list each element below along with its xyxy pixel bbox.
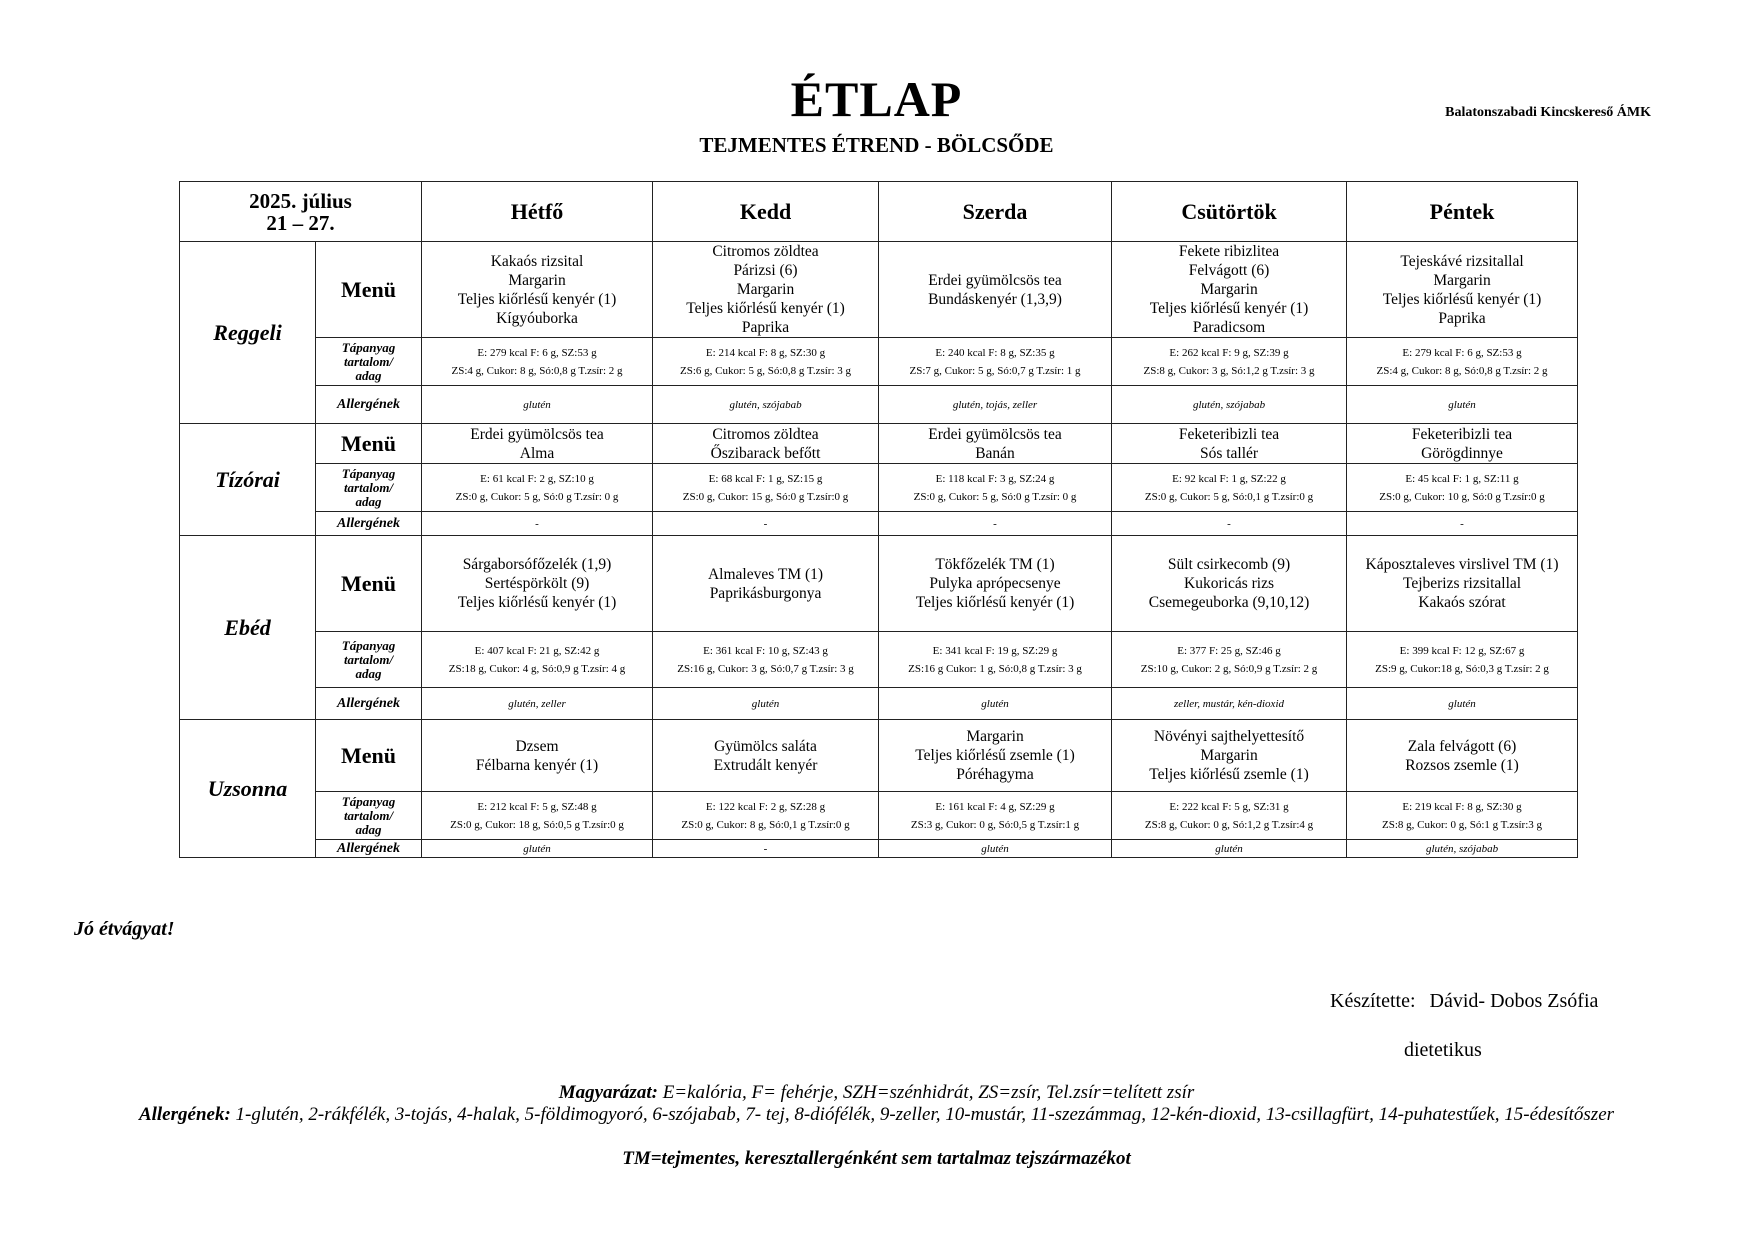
nutrition-line: ZS:7 g, Cukor: 5 g, Só:0,7 g T.zsír: 1 g: [909, 364, 1081, 377]
nutrition-cell-tuesday: [653, 792, 879, 840]
nutrition-cell-wednesday: [879, 632, 1112, 688]
allergens-cell-friday: -: [1347, 512, 1578, 536]
menu-cell-wednesday: [879, 536, 1112, 632]
menu-item: Almaleves TM (1): [707, 565, 824, 583]
menu-item: Citromos zöldtea: [712, 425, 819, 443]
nutrition-label: [316, 338, 422, 386]
author: [1330, 990, 1598, 1013]
menu-item: Erdei gyümölcsös tea: [928, 271, 1062, 289]
nutrition-label-line: adag: [355, 821, 382, 837]
date-line-2: 21 – 27.: [266, 210, 335, 235]
nutrition-line: E: 219 kcal F: 8 g, SZ:30 g: [1402, 800, 1522, 813]
menu-label: Menü: [316, 242, 422, 338]
nutrition-line: E: 118 kcal F: 3 g, SZ:24 g: [935, 472, 1055, 485]
nutrition-cell-monday: [422, 632, 653, 688]
nutrition-line: ZS:0 g, Cukor: 8 g, Só:0,1 g T.zsír:0 g: [681, 818, 850, 831]
nutrition-line: E: 407 kcal F: 21 g, SZ:42 g: [474, 644, 600, 657]
nutrition-line: ZS:0 g, Cukor: 18 g, Só:0,5 g T.zsír:0 g: [450, 818, 624, 831]
menu-cell-friday: [1347, 536, 1578, 632]
menu-cell-monday: [422, 536, 653, 632]
allergens-cell-friday: glutén: [1347, 688, 1578, 720]
nutrition-label-line: tartalom/: [343, 479, 394, 495]
menu-item: Alma: [519, 444, 555, 462]
meal-row-allergens: [180, 386, 1578, 424]
nutrition-cell-wednesday: [879, 338, 1112, 386]
menu-item: Margarin: [1200, 281, 1258, 298]
menu-item: Sós tallér: [1199, 444, 1259, 462]
nutrition-line: E: 92 kcal F: 1 g, SZ:22 g: [1172, 472, 1286, 485]
menu-item: Félbarna kenyér (1): [475, 756, 599, 774]
nutrition-line: ZS:0 g, Cukor: 15 g, Só:0 g T.zsír:0 g: [682, 490, 849, 503]
menu-item: Póréhagyma: [956, 766, 1034, 783]
menu-item: Kukoricás rizs: [1184, 575, 1274, 592]
menu-item: Gyümölcs saláta: [714, 737, 817, 755]
nutrition-line: E: 161 kcal F: 4 g, SZ:29 g: [935, 800, 1055, 813]
menu-cell-friday: [1347, 242, 1578, 338]
allergens-cell-thursday: zeller, mustár, kén-dioxid: [1112, 688, 1347, 720]
nutrition-cell-friday: [1347, 632, 1578, 688]
nutrition-line: E: 377 F: 25 g, SZ:46 g: [1177, 644, 1281, 657]
menu-item: Bundáskenyér (1,3,9): [928, 290, 1062, 308]
menu-item: Margarin: [736, 281, 795, 298]
menu-item: Dzsem: [515, 737, 559, 755]
menu-item: Őszibarack befőtt: [710, 444, 821, 462]
menu-cell-wednesday: [879, 720, 1112, 792]
legend-text: E=kalória, F= fehérje, SZH=szénhidrát, ZS=zsír, Tel.zsír=telített zsír: [662, 1082, 1195, 1103]
allergens-label: Allergének: [316, 512, 422, 536]
author-label: Készítette:: [1330, 990, 1416, 1012]
nutrition-label-line: tartalom/: [343, 807, 394, 823]
menu-cell-thursday: [1112, 536, 1347, 632]
nutrition-cell-thursday: [1112, 464, 1347, 512]
nutrition-label-line: Tápanyag: [341, 637, 396, 653]
allergens-cell-monday: glutén: [422, 386, 653, 424]
menu-item: Erdei gyümölcsös tea: [928, 425, 1062, 443]
nutrition-line: ZS:16 g Cukor: 1 g, Só:0,8 g T.zsír: 3 g: [908, 662, 1082, 675]
nutrition-line: ZS:6 g, Cukor: 5 g, Só:0,8 g T.zsír: 3 g: [680, 364, 852, 377]
nutrition-cell-friday: [1347, 464, 1578, 512]
menu-item: Felvágott (6): [1188, 262, 1270, 279]
nutrition-label-line: Tápanyag: [341, 793, 396, 809]
menu-item: Teljes kiőrlésű kenyér (1): [457, 594, 617, 611]
menu-item: Párizsi (6): [733, 262, 798, 279]
allergens-cell-tuesday: -: [653, 840, 879, 858]
menu-item: Margarin: [1200, 747, 1258, 764]
menu-label: Menü: [316, 720, 422, 792]
day-header-wednesday: Szerda: [879, 182, 1112, 242]
meal-row-nutrition: [180, 792, 1578, 840]
menu-cell-wednesday: [879, 242, 1112, 338]
nutrition-line: E: 122 kcal F: 2 g, SZ:28 g: [705, 800, 826, 813]
menu-item: Banán: [975, 444, 1015, 462]
menu-cell-monday: [422, 424, 653, 464]
menu-item: Kakaós rizsital: [490, 252, 584, 270]
menu-item: Tökfőzelék TM (1): [935, 556, 1055, 573]
menu-cell-tuesday: [653, 536, 879, 632]
nutrition-cell-monday: [422, 464, 653, 512]
menu-item: Margarin: [966, 728, 1024, 745]
nutrition-cell-wednesday: [879, 464, 1112, 512]
nutrition-cell-monday: [422, 338, 653, 386]
allergens-cell-wednesday: glutén: [879, 840, 1112, 858]
nutrition-cell-monday: [422, 792, 653, 840]
meal-name-1: Tízórai: [180, 424, 316, 536]
nutrition-line: ZS:8 g, Cukor: 3 g, Só:1,2 g T.zsír: 3 g: [1143, 364, 1315, 377]
nutrition-line: E: 399 kcal F: 12 g, SZ:67 g: [1399, 644, 1525, 657]
nutrition-line: ZS:4 g, Cukor: 8 g, Só:0,8 g T.zsír: 2 g: [451, 364, 623, 377]
nutrition-line: E: 240 kcal F: 8 g, SZ:35 g: [935, 346, 1055, 359]
menu-cell-thursday: [1112, 424, 1347, 464]
nutrition-line: ZS:3 g, Cukor: 0 g, Só:0,5 g T.zsír:1 g: [910, 818, 1080, 831]
nutrition-label-line: adag: [355, 493, 382, 509]
menu-item: Teljes kiőrlésű zsemle (1): [1149, 766, 1309, 783]
nutrition-line: E: 222 kcal F: 5 g, SZ:31 g: [1169, 800, 1289, 813]
allergens-cell-monday: glutén, zeller: [422, 688, 653, 720]
menu-table: [179, 181, 1578, 858]
nutrition-label-line: Tápanyag: [341, 339, 396, 355]
menu-cell-friday: [1347, 424, 1578, 464]
menu-item: Erdei gyümölcsös tea: [470, 425, 604, 443]
nutrition-line: E: 68 kcal F: 1 g, SZ:15 g: [708, 472, 823, 485]
nutrition-label: [316, 792, 422, 840]
menu-item: Extrudált kenyér: [713, 756, 818, 774]
menu-item: Görögdinnye: [1421, 444, 1503, 462]
nutrition-line: ZS:0 g, Cukor: 5 g, Só:0 g T.zsír: 0 g: [913, 490, 1077, 503]
meal-row-allergens: [180, 840, 1578, 858]
menu-item: Tejberizs rizsitallal: [1402, 575, 1522, 592]
menu-item: Teljes kiőrlésű zsemle (1): [915, 747, 1075, 764]
menu-item: Sült csirkecomb (9): [1167, 556, 1291, 573]
meal-row-nutrition: [180, 464, 1578, 512]
menu-item: Teljes kiőrlésű kenyér (1): [1149, 300, 1309, 317]
allergens-cell-wednesday: glutén, tojás, zeller: [879, 386, 1112, 424]
nutrition-cell-thursday: [1112, 792, 1347, 840]
nutrition-label-line: adag: [355, 665, 382, 681]
menu-item: Zala felvágott (6): [1407, 737, 1517, 755]
meal-row-allergens: [180, 512, 1578, 536]
allergen-legend-text: 1-glutén, 2-rákfélék, 3-tojás, 4-halak, 5-földimogyoró, 6-szójabab, 7- tej, 8-diófélék, 9-zeller, 10-mustár, 11-szezámmag, 12-kén-dioxid, 13-csillagfürt, 14-puhatestűek, 15-édesítőszer: [235, 1104, 1615, 1125]
menu-cell-tuesday: [653, 720, 879, 792]
legend-label: Magyarázat:: [558, 1082, 658, 1103]
allergens-cell-tuesday: glutén, szójabab: [653, 386, 879, 424]
nutrition-cell-tuesday: [653, 632, 879, 688]
tm-note: TM=tejmentes, keresztallergénként sem tartalmaz tejszármazékot: [622, 1148, 1131, 1169]
menu-item: Rozsos zsemle (1): [1405, 756, 1519, 774]
allergens-cell-tuesday: -: [653, 512, 879, 536]
nutrition-line: ZS:16 g, Cukor: 3 g, Só:0,7 g T.zsír: 3 g: [677, 662, 854, 675]
nutrition-line: ZS:10 g, Cukor: 2 g, Só:0,9 g T.zsír: 2 g: [1140, 662, 1318, 675]
menu-item: Margarin: [1433, 271, 1491, 289]
menu-label: Menü: [316, 536, 422, 632]
nutrition-legend: [0, 1082, 1753, 1103]
date-cell: [180, 182, 422, 242]
allergens-cell-thursday: glutén, szójabab: [1112, 386, 1347, 424]
nutrition-label-line: Tápanyag: [341, 465, 396, 481]
nutrition-cell-thursday: [1112, 632, 1347, 688]
author-title: dietetikus: [1404, 1039, 1482, 1061]
menu-item: Paprikásburgonya: [709, 584, 822, 602]
nutrition-line: E: 341 kcal F: 19 g, SZ:29 g: [932, 644, 1058, 657]
nutrition-cell-tuesday: [653, 338, 879, 386]
day-header-thursday: Csütörtök: [1112, 182, 1347, 242]
menu-item: Sertéspörkölt (9): [484, 575, 590, 592]
nutrition-line: E: 279 kcal F: 6 g, SZ:53 g: [477, 346, 597, 359]
allergens-cell-friday: glutén, szójabab: [1347, 840, 1578, 858]
nutrition-line: ZS:4 g, Cukor: 8 g, Só:0,8 g T.zsír: 2 g: [1376, 364, 1548, 377]
menu-item: Kígyóuborka: [496, 309, 578, 327]
allergen-legend: [100, 1104, 1653, 1125]
allergens-cell-tuesday: glutén: [653, 688, 879, 720]
nutrition-line: E: 61 kcal F: 2 g, SZ:10 g: [480, 472, 594, 485]
nutrition-cell-wednesday: [879, 792, 1112, 840]
menu-item: Feketeribizli tea: [1178, 425, 1280, 443]
allergens-cell-wednesday: -: [879, 512, 1112, 536]
menu-label: Menü: [316, 424, 422, 464]
allergens-cell-wednesday: glutén: [879, 688, 1112, 720]
allergens-label: Allergének: [316, 386, 422, 424]
allergen-legend-label: Allergének:: [138, 1104, 231, 1125]
menu-cell-tuesday: [653, 424, 879, 464]
allergens-cell-thursday: glutén: [1112, 840, 1347, 858]
nutrition-line: ZS:8 g, Cukor: 0 g, Só:1 g T.zsír:3 g: [1382, 818, 1543, 831]
nutrition-cell-tuesday: [653, 464, 879, 512]
meal-name-0: Reggeli: [180, 242, 316, 424]
allergens-label: Allergének: [316, 840, 422, 858]
menu-cell-monday: [422, 720, 653, 792]
nutrition-line: E: 212 kcal F: 5 g, SZ:48 g: [477, 800, 597, 813]
nutrition-cell-friday: [1347, 338, 1578, 386]
menu-item: Margarin: [508, 271, 566, 289]
meal-name-3: Uzsonna: [180, 720, 316, 858]
meal-row-nutrition: [180, 632, 1578, 688]
nutrition-label-line: adag: [355, 367, 382, 383]
nutrition-label: [316, 632, 422, 688]
nutrition-label: [316, 464, 422, 512]
nutrition-line: ZS:8 g, Cukor: 0 g, Só:1,2 g T.zsír:4 g: [1144, 818, 1314, 831]
nutrition-label-line: tartalom/: [343, 353, 394, 369]
nutrition-line: E: 214 kcal F: 8 g, SZ:30 g: [705, 346, 826, 359]
meal-name-2: Ebéd: [180, 536, 316, 720]
greeting: Jó étvágyat!: [74, 918, 175, 940]
page-subtitle: TEJMENTES ÉTREND - BÖLCSŐDE: [699, 133, 1054, 157]
menu-item: Teljes kiőrlésű kenyér (1): [686, 300, 845, 317]
date-line-1: 2025. július: [249, 188, 352, 213]
menu-item: Pulyka aprópecsenye: [929, 575, 1061, 592]
meal-row-nutrition: [180, 338, 1578, 386]
menu-cell-tuesday: [653, 242, 879, 338]
nutrition-line: E: 262 kcal F: 9 g, SZ:39 g: [1169, 346, 1289, 359]
menu-item: Növényi sajthelyettesítő: [1153, 728, 1305, 745]
meal-row-menu: [180, 424, 1578, 464]
allergens-cell-thursday: -: [1112, 512, 1347, 536]
meal-row-menu: [180, 720, 1578, 792]
menu-cell-thursday: [1112, 720, 1347, 792]
meal-row-allergens: [180, 688, 1578, 720]
meal-row-menu: [180, 536, 1578, 632]
page-title: ÉTLAP: [790, 71, 963, 127]
header-row: [180, 182, 1578, 242]
allergens-cell-monday: glutén: [422, 840, 653, 858]
nutrition-cell-thursday: [1112, 338, 1347, 386]
organization-name: Balatonszabadi Kincskereső ÁMK: [1445, 105, 1651, 120]
nutrition-line: E: 279 kcal F: 6 g, SZ:53 g: [1402, 346, 1522, 359]
nutrition-line: ZS:0 g, Cukor: 5 g, Só:0,1 g T.zsír:0 g: [1144, 490, 1314, 503]
menu-item: Csemegeuborka (9,10,12): [1148, 594, 1310, 611]
nutrition-line: ZS:0 g, Cukor: 10 g, Só:0 g T.zsír:0 g: [1379, 490, 1545, 503]
allergens-cell-monday: -: [422, 512, 653, 536]
menu-item: Teljes kiőrlésű kenyér (1): [457, 290, 617, 308]
day-header-friday: Péntek: [1347, 182, 1578, 242]
menu-cell-wednesday: [879, 424, 1112, 464]
nutrition-line: ZS:9 g, Cukor:18 g, Só:0,3 g T.zsír: 2 g: [1375, 662, 1549, 675]
nutrition-label-line: tartalom/: [343, 651, 394, 667]
menu-item: Feketeribizli tea: [1411, 425, 1513, 443]
meal-row-menu: [180, 242, 1578, 338]
menu-item: Teljes kiőrlésű kenyér (1): [1382, 290, 1542, 308]
menu-item: Citromos zöldtea: [712, 243, 819, 260]
allergens-label: Allergének: [316, 688, 422, 720]
nutrition-line: ZS:0 g, Cukor: 5 g, Só:0 g T.zsír: 0 g: [455, 490, 619, 503]
menu-item: Kakaós szórat: [1418, 594, 1506, 611]
nutrition-line: E: 361 kcal F: 10 g, SZ:43 g: [703, 644, 828, 657]
nutrition-line: E: 45 kcal F: 1 g, SZ:11 g: [1405, 472, 1519, 485]
nutrition-cell-friday: [1347, 792, 1578, 840]
menu-cell-thursday: [1112, 242, 1347, 338]
menu-cell-friday: [1347, 720, 1578, 792]
allergens-cell-friday: glutén: [1347, 386, 1578, 424]
menu-item: Káposztaleves virslivel TM (1): [1365, 556, 1559, 573]
day-header-tuesday: Kedd: [653, 182, 879, 242]
nutrition-line: ZS:18 g, Cukor: 4 g, Só:0,9 g T.zsír: 4 g: [448, 662, 626, 675]
day-header-monday: Hétfő: [422, 182, 653, 242]
menu-item: Sárgaborsófőzelék (1,9): [462, 556, 612, 573]
author-name: Dávid- Dobos Zsófia: [1429, 990, 1599, 1012]
menu-item: Tejeskávé rizsitallal: [1400, 252, 1524, 270]
menu-cell-monday: [422, 242, 653, 338]
menu-item: Teljes kiőrlésű kenyér (1): [915, 594, 1075, 611]
menu-item: Paprika: [1438, 309, 1486, 327]
menu-item: Paprika: [741, 319, 790, 336]
menu-item: Fekete ribizlitea: [1178, 243, 1280, 260]
menu-item: Paradicsom: [1192, 319, 1266, 336]
